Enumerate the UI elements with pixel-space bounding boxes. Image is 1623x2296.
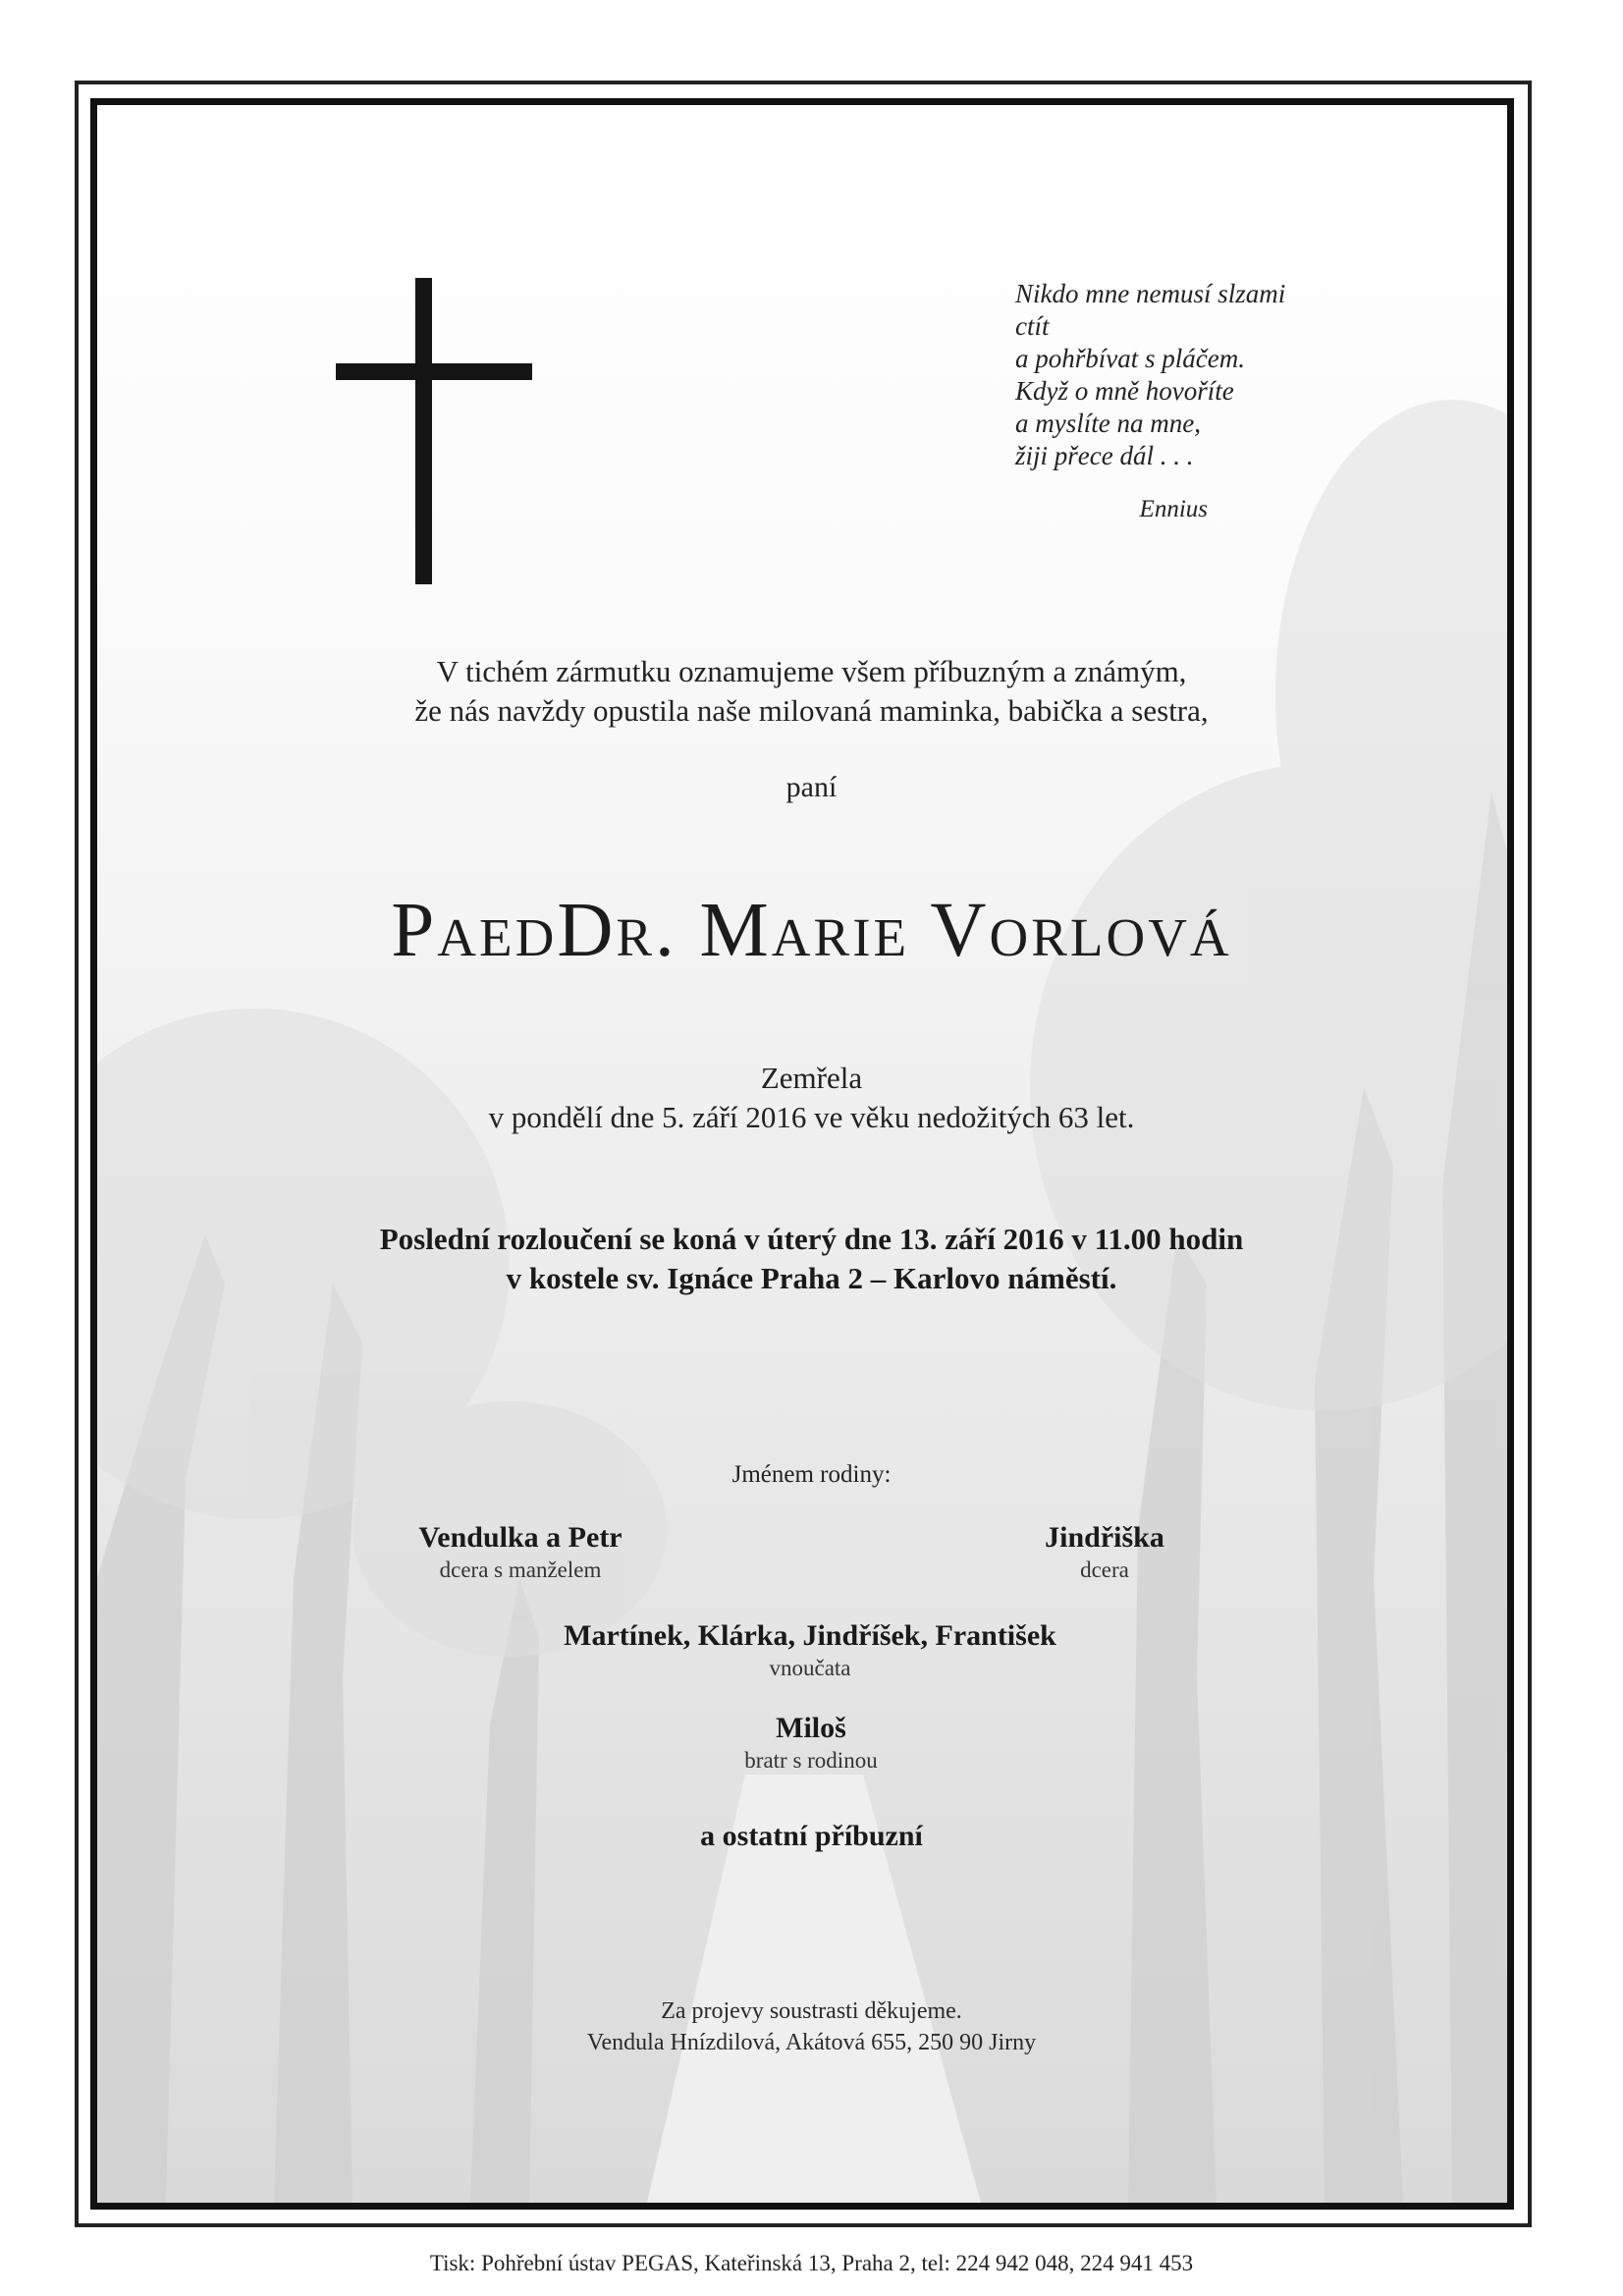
printer-credit: Tisk: Pohřební ústav PEGAS, Kateřinská 13, Praha 2, tel: 224 942 048, 224 941 453 xyxy=(429,2251,1194,2275)
family-member xyxy=(363,1520,677,1585)
salutation: paní xyxy=(785,771,838,803)
thanks-note xyxy=(196,1995,1427,2058)
death-line: Zemřela xyxy=(760,1061,863,1095)
farewell-line: v kostele sv. Ignáce Praha 2 – Karlovo náměstí. xyxy=(506,1261,1117,1295)
poem-line: ctít xyxy=(1015,311,1050,341)
other-relatives: a ostatní příbuzní xyxy=(700,1820,923,1852)
family-member-role: dcera xyxy=(1080,1558,1129,1582)
poem-line: žiji přece dál . . . xyxy=(1015,441,1194,470)
poem xyxy=(1015,278,1339,472)
death-line: v pondělí dne 5. září 2016 ve věku nedožitých 63 let. xyxy=(488,1100,1135,1134)
family-member xyxy=(615,1711,1007,1776)
announcement xyxy=(196,652,1427,731)
family-member-name: Miloš xyxy=(776,1712,846,1744)
poem-line: a pohřbívat s pláčem. xyxy=(1015,344,1245,373)
poem-line: Nikdo mne nemusí slzami xyxy=(1015,279,1286,308)
cross-icon xyxy=(415,278,432,584)
death-notice xyxy=(196,1059,1427,1137)
sender-address: Vendula Hnízdilová, Akátová 655, 250 90 Jirny xyxy=(586,2030,1037,2055)
family-member-name: Vendulka a Petr xyxy=(418,1521,622,1554)
family-member-name: Martínek, Klárka, Jindříšek, František xyxy=(564,1619,1056,1652)
family-member xyxy=(442,1618,1178,1683)
poem-line: a myslíte na mne, xyxy=(1015,409,1201,438)
poem-line: Když o mně hovoříte xyxy=(1015,376,1234,406)
family-member xyxy=(982,1520,1227,1585)
farewell-line: Poslední rozloučení se koná v úterý dne 13. září 2016 v 11.00 hodin xyxy=(379,1222,1244,1256)
family-member-role: bratr s rodinou xyxy=(744,1748,878,1773)
family-member-role: vnoučata xyxy=(769,1656,851,1680)
thanks-line: Za projevy soustrasti děkujeme. xyxy=(661,1998,962,2024)
family-heading: Jménem rodiny: xyxy=(731,1461,892,1488)
family-member-role: dcera s manželem xyxy=(439,1558,602,1582)
poem-author: Ennius xyxy=(1139,496,1208,522)
family-member-name: Jindřiška xyxy=(1045,1521,1164,1554)
announcement-line: že nás navždy opustila naše milovaná maminka, babička a sestra, xyxy=(414,693,1209,728)
cross-icon-bar xyxy=(336,363,532,380)
farewell-info xyxy=(196,1220,1427,1298)
announcement-line: V tichém zármutku oznamujeme všem příbuzným a známým, xyxy=(436,654,1187,688)
deceased-name: PaedDr. Marie Vorlová xyxy=(391,888,1232,973)
